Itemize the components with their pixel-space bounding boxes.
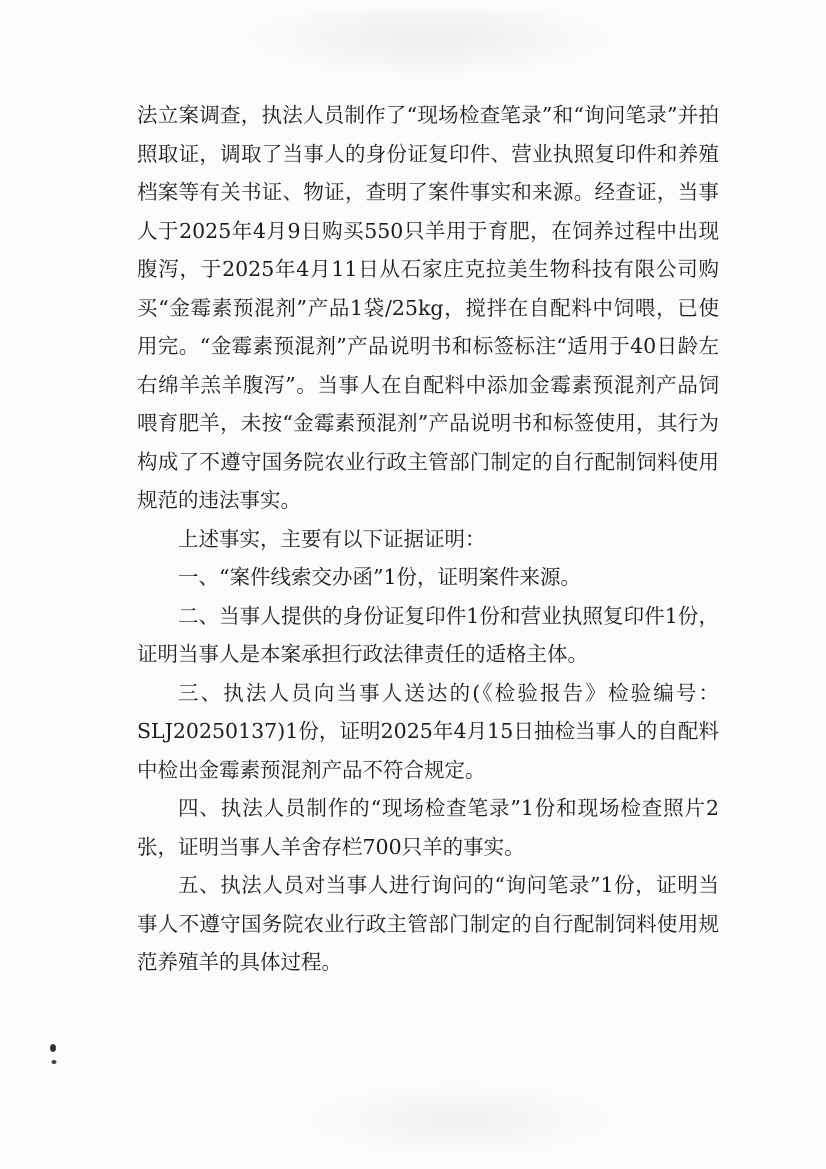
evidence-item-3: 三、执法人员向当事人送达的(《检验报告》检验编号：SLJ20250137)1份，证明2025年4月15日抽检当事人的自配料中检出金霉素预混剂产品不符合规定。 — [137, 680, 719, 782]
document-body — [137, 96, 719, 982]
evidence-item-1: 一、“案件线索交办函”1份，证明案件来源。 — [178, 565, 582, 589]
evidence-item-5: 五、执法人员对当事人进行询问的“询问笔录”1份，证明当事人不遵守国务院农业行政主管部门制定的自行配制饲料使用规范养殖羊的具体过程。 — [137, 873, 719, 974]
margin-ink-marks — [47, 1040, 61, 1070]
ink-dots-icon — [47, 1040, 61, 1070]
show-through-footer — [300, 1080, 620, 1160]
show-through-header — [240, 10, 620, 80]
evidence-item-2: 二、当事人提供的身份证复印件1份和营业执照复印件1份，证明当事人是本案承担行政法律责任的适格主体。 — [137, 603, 719, 666]
evidence-item-4: 四、执法人员制作的“现场检查笔录”1份和现场检查照片2张，证明当事人羊舍存栏700只羊的事实。 — [137, 796, 719, 859]
paragraph-investigation: 法立案调查，执法人员制作了“现场检查笔录”和“询问笔录”并拍照取证，调取了当事人的身份证复印件、营业执照复印件和养殖档案等有关书证、物证，查明了案件事实和来源。经查证，当事人于2025年4月9日购买550只羊用于育肥，在饲养过程中出现腹泻，于2025年4月11日从石家庄克拉美生物科技有限公司购买“金霉素预混剂”产品1袋/25kg，搅拌在自配料中饲喂，已使用完。“金霉素预混剂”产品说明书和标签标注“适用于40日龄左右绵羊羔羊腹泻”。当事人在自配料中添加金霉素预混剂产品饲喂育肥羊，未按“金霉素预混剂”产品说明书和标签使用，其行为构成了不遵守国务院农业行政主管部门制定的自行配制饲料使用规范的违法事实。 — [137, 103, 719, 512]
paragraph-evidence-intro: 上述事实，主要有以下证据证明： — [178, 526, 486, 551]
